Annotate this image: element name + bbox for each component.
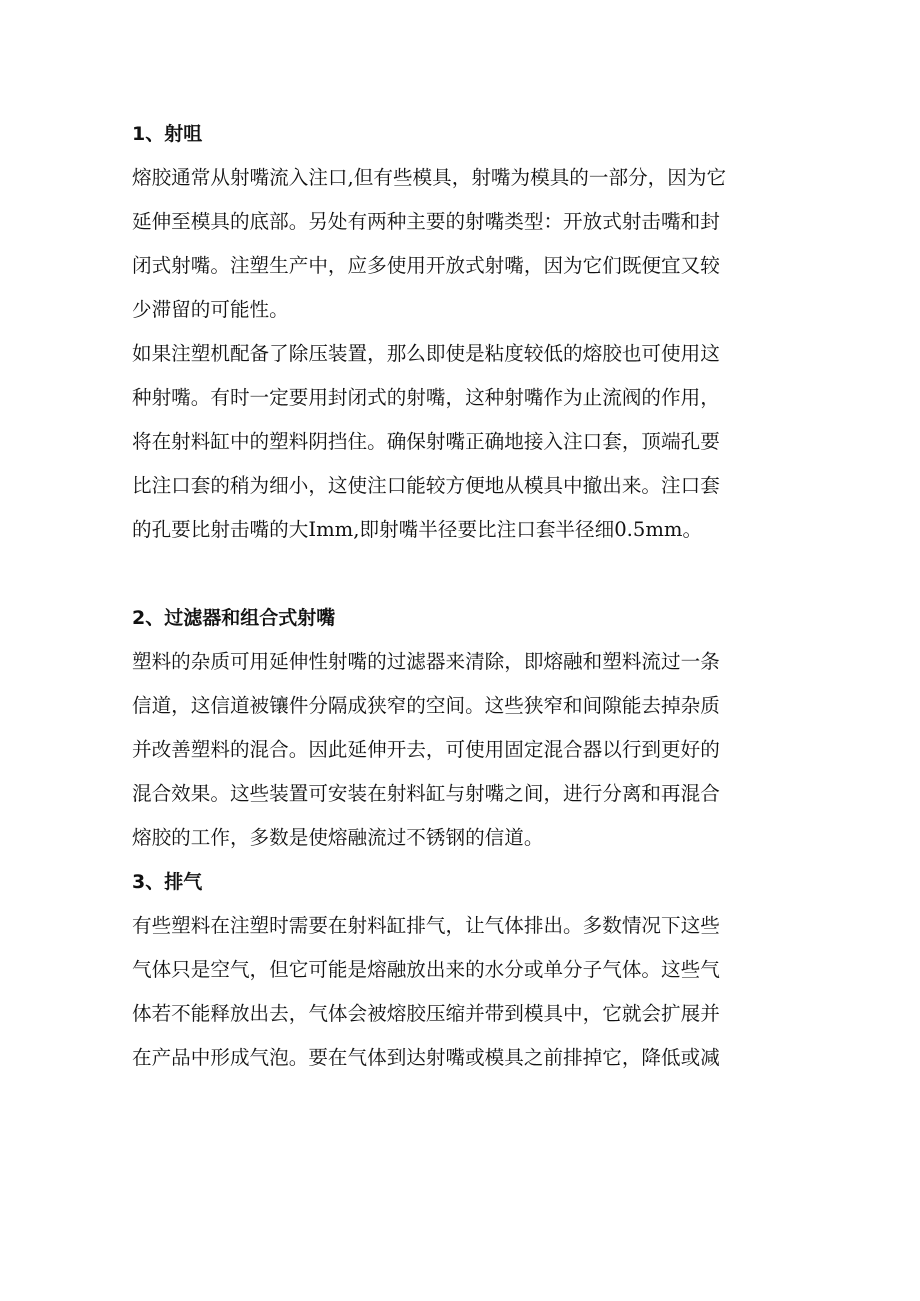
text-line: 并改善塑料的混合。因此延伸开去，可使用固定混合器以行到更好的 [132,738,720,761]
blank-line [132,552,797,596]
text-line: 将在射料缸中的塑料阴挡住。确保射嘴正确地接入注口套，顶端孔要 [132,430,720,453]
paragraph [132,156,797,332]
text-line: 少滞留的可能性。 [132,298,289,321]
text-line: 闭式射嘴。注塑生产中，应多使用开放式射嘴，因为它们既便宜又较 [132,254,720,277]
text-line: 混合效果。这些装置可安装在射料缸与射嘴之间，进行分离和再混合 [132,782,720,805]
text-line: 信道，这信道被镶件分隔成狭窄的空间。这些狭窄和间隙能去掉杂质 [132,694,720,717]
section-heading: 3、排气 [132,871,203,893]
text-line: 有些塑料在注塑时需要在射料缸排气，让气体排出。多数情况下这些 [132,914,720,937]
section-heading: 1、射咀 [132,123,203,145]
text-line: 比注口套的稍为细小，这使注口能较方便地从模具中撤出来。注口套 [132,474,720,497]
section-heading: 2、过滤器和组合式射嘴 [132,607,336,629]
paragraph [132,640,797,860]
text-line: 熔胶的工作，多数是使熔融流过不锈钢的信道。 [132,826,544,849]
document-body [132,112,797,1080]
text-line: 气体只是空气，但它可能是熔融放出来的水分或单分子气体。这些气 [132,958,720,981]
text-line: 如果注塑机配备了除压装置，那么即使是粘度较低的熔胶也可使用这 [132,342,720,365]
text-line: 熔胶通常从射嘴流入注口,但有些模具，射嘴为模具的一部分，因为它 [132,166,727,189]
section-nozzle [132,112,797,552]
text-line: 体若不能释放出去，气体会被熔胶压缩并带到模具中，它就会扩展并 [132,1002,720,1025]
text-line: 的孔要比射击嘴的大Imm,即射嘴半径要比注口套半径细0.5mm。 [132,518,703,541]
paragraph [132,332,797,552]
text-line: 种射嘴。有时一定要用封闭式的射嘴，这种射嘴作为止流阀的作用， [132,386,720,409]
text-line: 塑料的杂质可用延伸性射嘴的过滤器来清除，即熔融和塑料流过一条 [132,650,720,673]
text-line: 延伸至模具的底部。另处有两种主要的射嘴类型：开放式射击嘴和封 [132,210,720,233]
text-line: 在产品中形成气泡。要在气体到达射嘴或模具之前排掉它，降低或减 [132,1046,720,1069]
paragraph [132,904,797,1080]
section-venting [132,860,797,1080]
section-filter-nozzle [132,596,797,860]
